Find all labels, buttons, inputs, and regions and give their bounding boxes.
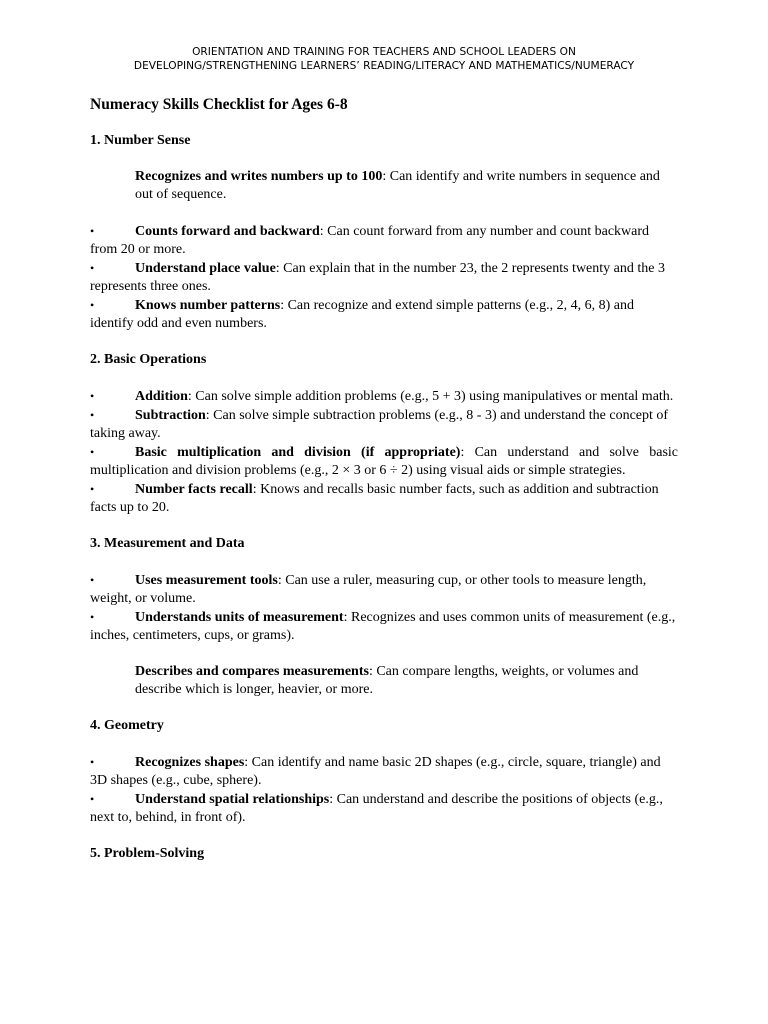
page-title: Numeracy Skills Checklist for Ages 6-8 bbox=[90, 96, 348, 113]
bullet-glyph: • bbox=[90, 573, 95, 587]
bullet-glyph: • bbox=[90, 792, 95, 806]
header-line-2: DEVELOPING/STRENGTHENING LEARNERS’ READING/LITERACY AND MATHEMATICS/NUMERACY bbox=[133, 60, 635, 72]
item-desc: : Can understand and describe the positions of objects (e.g., next to, behind, in front of). bbox=[90, 792, 663, 825]
document-header bbox=[60, 45, 708, 73]
bullet-list-number-sense bbox=[90, 222, 678, 333]
item-term: Addition bbox=[135, 389, 188, 404]
item-term: Understand spatial relationships bbox=[135, 792, 330, 807]
item-desc: : Recognizes and uses common units of measurement (e.g., inches, centimeters, cups, or grams). bbox=[90, 610, 676, 643]
bullet-glyph: • bbox=[90, 482, 95, 496]
list-item bbox=[90, 387, 678, 406]
list-item bbox=[90, 571, 678, 608]
list-item bbox=[90, 296, 678, 333]
bullet-glyph: • bbox=[90, 298, 95, 312]
header-line-1: ORIENTATION AND TRAINING FOR TEACHERS AND SCHOOL LEADERS ON bbox=[192, 46, 576, 58]
item-desc: : Can identify and name basic 2D shapes (e.g., circle, square, triangle) and 3D shapes (e.g., cube, sphere). bbox=[90, 755, 661, 788]
item-desc: : Can compare lengths, weights, or volumes and describe which is longer, heavier, or more. bbox=[135, 664, 639, 697]
bullet-glyph: • bbox=[90, 261, 95, 275]
item-term: Counts forward and backward bbox=[135, 224, 320, 239]
list-item bbox=[90, 406, 678, 443]
section-heading-problem-solving: 5. Problem-Solving bbox=[90, 846, 205, 861]
list-item bbox=[90, 753, 678, 790]
list-item bbox=[90, 790, 678, 827]
bullet-glyph: • bbox=[90, 224, 95, 238]
item-desc: : Can identify and write numbers in sequence and out of sequence. bbox=[135, 169, 660, 202]
bullet-list-basic-operations bbox=[90, 387, 678, 517]
bullet-glyph: • bbox=[90, 389, 95, 403]
list-item bbox=[90, 608, 678, 645]
list-item bbox=[90, 443, 678, 480]
item-term: Basic multiplication and division (if appropriate) bbox=[135, 445, 461, 460]
indented-item-recognizes-numbers bbox=[90, 168, 678, 204]
bullet-glyph: • bbox=[90, 445, 95, 459]
list-item bbox=[90, 222, 678, 259]
item-desc: : Knows and recalls basic number facts, such as addition and subtraction facts up to 20. bbox=[90, 482, 659, 515]
section-heading-number-sense: 1. Number Sense bbox=[90, 133, 191, 148]
bullet-list-measurement bbox=[90, 571, 678, 645]
item-desc: : Can use a ruler, measuring cup, or other tools to measure length, weight, or volume. bbox=[90, 573, 647, 606]
bullet-list-geometry bbox=[90, 753, 678, 827]
item-term: Uses measurement tools bbox=[135, 573, 278, 588]
item-term: Number facts recall bbox=[135, 482, 253, 497]
item-desc: : Can explain that in the number 23, the 2 represents twenty and the 3 represents three ones. bbox=[90, 261, 665, 294]
item-term: Understand place value bbox=[135, 261, 276, 276]
item-desc: : Can recognize and extend simple patterns (e.g., 2, 4, 6, 8) and identify odd and even numbers. bbox=[90, 298, 634, 331]
section-heading-geometry: 4. Geometry bbox=[90, 718, 164, 733]
bullet-glyph: • bbox=[90, 610, 95, 624]
item-term: Recognizes and writes numbers up to 100 bbox=[135, 169, 383, 184]
section-heading-measurement-and-data: 3. Measurement and Data bbox=[90, 536, 245, 551]
item-term: Understands units of measurement bbox=[135, 610, 344, 625]
item-desc: : Can solve simple addition problems (e.g., 5 + 3) using manipulatives or mental math. bbox=[187, 389, 674, 404]
indented-item-describes-measurements bbox=[90, 663, 678, 699]
item-term: Describes and compares measurements bbox=[135, 664, 369, 679]
item-term: Recognizes shapes bbox=[135, 755, 245, 770]
bullet-glyph: • bbox=[90, 408, 95, 422]
section-heading-basic-operations: 2. Basic Operations bbox=[90, 352, 207, 367]
item-term: Knows number patterns bbox=[135, 298, 281, 313]
bullet-glyph: • bbox=[90, 755, 95, 769]
item-desc: : Can count forward from any number and count backward from 20 or more. bbox=[90, 224, 650, 257]
list-item bbox=[90, 480, 678, 517]
item-desc: : Can solve simple subtraction problems (e.g., 8 - 3) and understand the concept of taking away. bbox=[90, 408, 669, 441]
list-item bbox=[90, 259, 678, 296]
item-desc: : Can understand and solve basic multiplication and division problems (e.g., 2 × 3 or 6 ÷ 2) using visual aids or simple strategies. bbox=[90, 445, 678, 478]
item-term: Subtraction bbox=[135, 408, 206, 423]
